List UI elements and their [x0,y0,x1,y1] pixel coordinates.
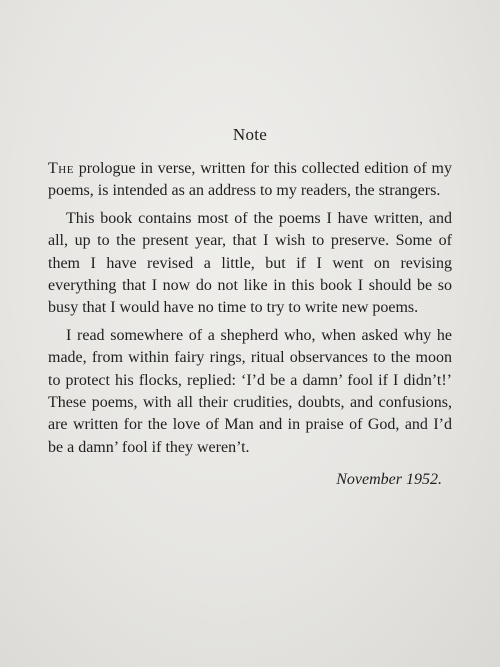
paragraph-shepherd: I read somewhere of a shepherd who, when asked why he made, from within fairy rings, ritual observances to the moon to protect his flocks, replied: ‘I’d be a damn’ fool if I didn’t!’ These poems, with all their crudities, doubts, and confusions, are written for the love of Man and in praise of God, and I’d be a damn’ fool if they weren’t. [48,326,452,456]
date-signature: November 1952. [336,471,442,489]
paragraph-prologue-text: prologue in verse, written for this collected edition of my poems, is intended as an address to my readers, the strangers. [48,160,452,200]
small-caps-lead: The [48,160,74,177]
paragraph-prologue [48,158,452,203]
note-text-block [48,124,452,491]
paragraph-contents: This book contains most of the poems I have written, and all, up to the present year, that I wish to preserve. Some of them I have revised a little, but if I went on revising everything that I now do not like in this book I should be so busy that I would have no time to try to write new poems. [48,209,452,317]
page-title: Note [232,125,268,144]
